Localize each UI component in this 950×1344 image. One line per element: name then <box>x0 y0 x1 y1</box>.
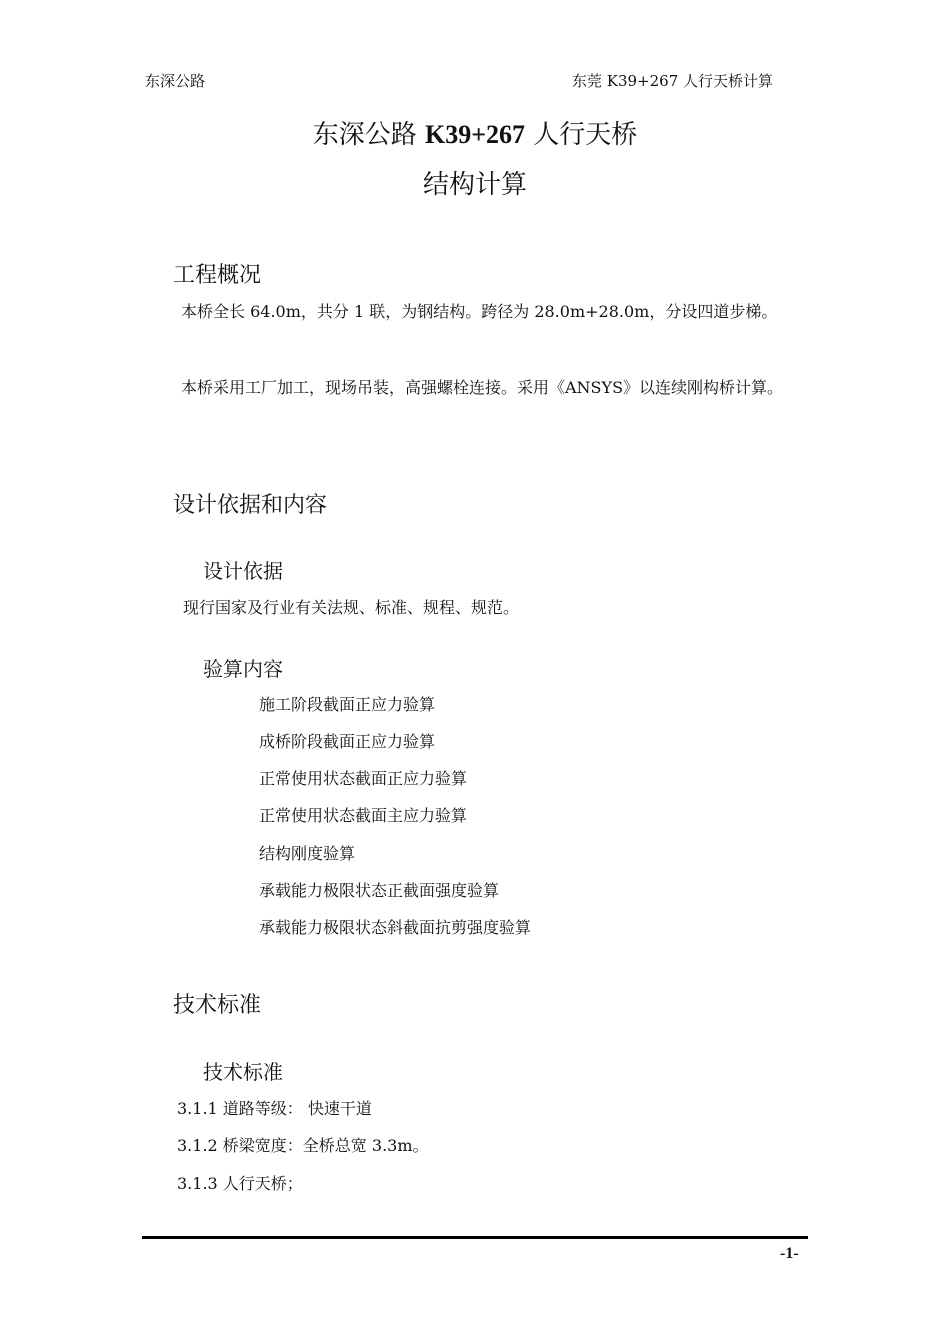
standard-line: 3.1.2 桥梁宽度：全桥总宽 3.3m。 <box>177 1136 429 1155</box>
title-part-c: 人行天桥 <box>525 120 638 150</box>
section-heading-design: 设计依据和内容 <box>173 493 328 518</box>
check-item: 施工阶段截面正应力验算 <box>259 695 436 714</box>
header-left: 东深公路 <box>145 72 206 90</box>
doc-title-line2: 结构计算 <box>422 170 527 200</box>
standard-line: 3.1.3 人行天桥； <box>177 1174 303 1193</box>
subheading-check-content: 验算内容 <box>203 657 283 681</box>
subheading-standards: 技术标准 <box>203 1060 283 1084</box>
check-item: 成桥阶段截面正应力验算 <box>259 732 436 751</box>
subheading-design-basis: 设计依据 <box>203 559 283 583</box>
design-basis-text: 现行国家及行业有关法规、标准、规程、规范。 <box>183 598 520 617</box>
check-item: 正常使用状态截面主应力验算 <box>259 806 468 825</box>
overview-paragraph-1: 本桥全长 64.0m，共分 1 联，为钢结构。跨径为 28.0m+28.0m，分设四道步梯。 <box>181 302 778 321</box>
doc-title-line1 <box>0 114 950 151</box>
title-part-a: 东深公路 <box>312 120 425 150</box>
check-item: 承载能力极限状态正截面强度验算 <box>259 881 500 900</box>
section-heading-standards: 技术标准 <box>173 993 262 1018</box>
title-part-b: K39+267 <box>424 120 526 149</box>
header-right: 东莞 K39+267 人行天桥计算 <box>572 72 774 90</box>
standard-line: 3.1.1 道路等级： 快速干道 <box>177 1099 372 1118</box>
check-item: 承载能力极限状态斜截面抗剪强度验算 <box>259 918 532 937</box>
footer-rule <box>142 1236 808 1239</box>
page-number: -1- <box>780 1245 799 1262</box>
section-heading-overview: 工程概况 <box>173 263 262 288</box>
check-item: 正常使用状态截面正应力验算 <box>259 769 468 788</box>
check-item: 结构刚度验算 <box>259 844 356 863</box>
overview-paragraph-2: 本桥采用工厂加工，现场吊装，高强螺栓连接。采用《ANSYS》以连续刚构桥计算。 <box>181 378 784 397</box>
